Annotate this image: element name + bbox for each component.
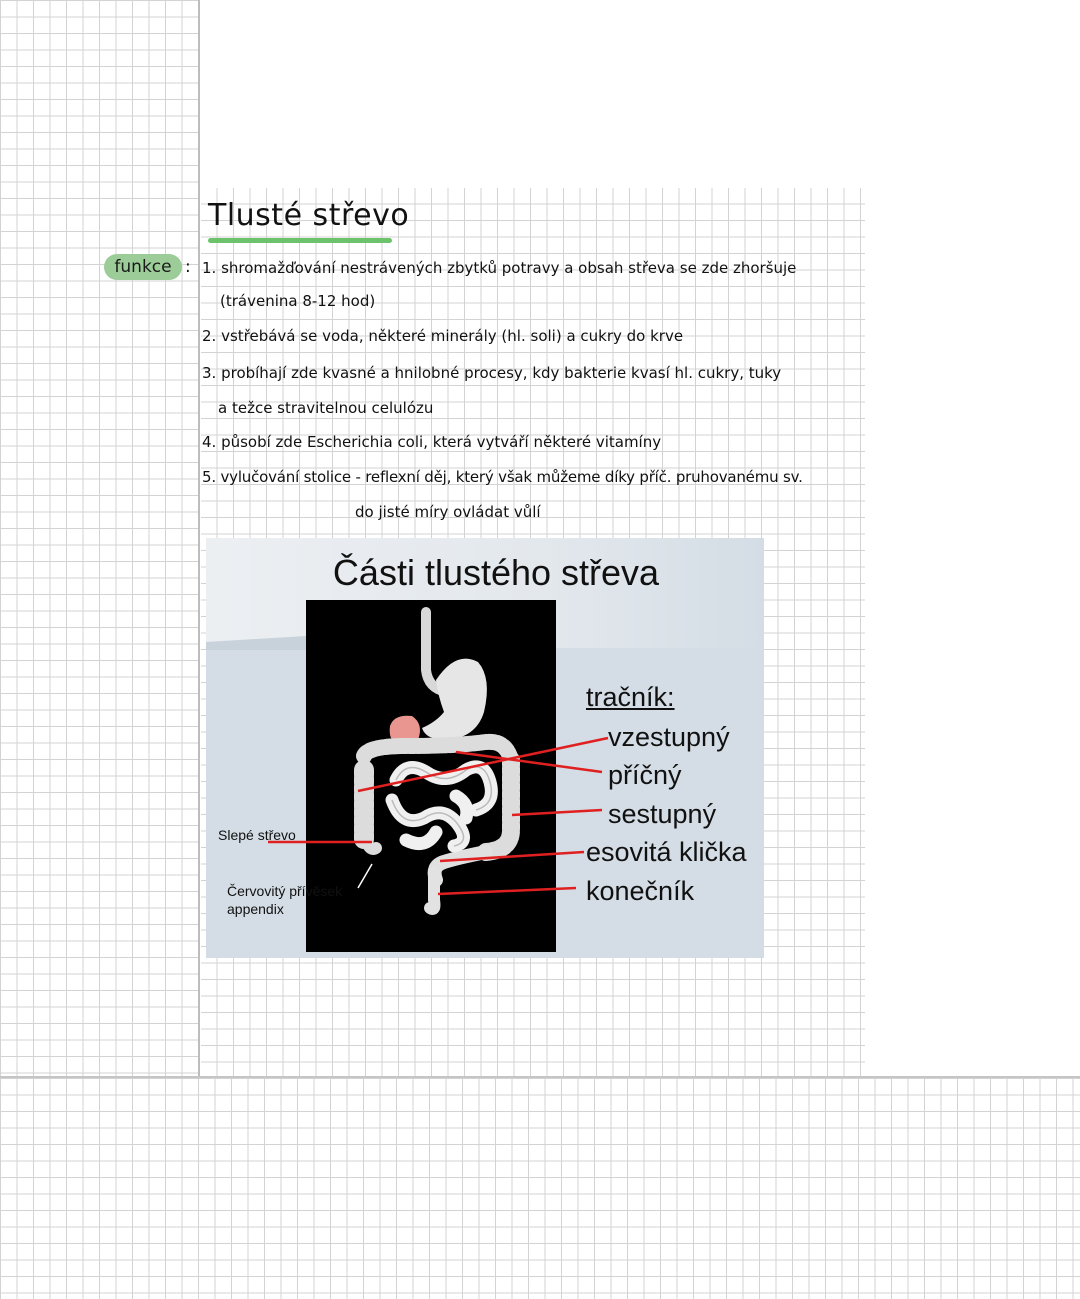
label-vzestupny: vzestupný bbox=[608, 722, 730, 752]
note-line-1: 1. shromažďování nestrávených zbytků potravy a obsah střeva se zde zhoršuje bbox=[202, 259, 797, 277]
pointer-esovita bbox=[440, 852, 584, 861]
note-line-4: 4. působí zde Escherichia coli, která vytváří některé vitamíny bbox=[202, 433, 662, 451]
pointer-konecnik bbox=[438, 888, 576, 894]
label-konecnik: konečník bbox=[586, 876, 695, 906]
pointer-vzestupny bbox=[358, 738, 608, 791]
slide-image bbox=[206, 538, 764, 958]
page-edge bbox=[198, 0, 200, 1078]
note-line-1-cont: (trávenina 8-12 hod) bbox=[220, 292, 376, 310]
slide-title: Části tlustého střeva bbox=[332, 552, 660, 593]
note-line-2: 2. vstřebává se voda, některé minerály (hl. soli) a cukry do krve bbox=[202, 327, 684, 345]
pointer-sestupny bbox=[512, 810, 602, 815]
label-cervovity-line-1: Červovitý přívěsek bbox=[227, 883, 343, 899]
label-tracnik: tračník: bbox=[586, 682, 675, 712]
funkce-highlight: funkce bbox=[104, 254, 182, 280]
label-sestupny: sestupný bbox=[608, 799, 717, 829]
pointer-appendix bbox=[358, 864, 372, 888]
note-line-3: 3. probíhají zde kvasné a hnilobné procesy, kdy bakterie kvasí hl. cukry, tuky bbox=[202, 364, 782, 382]
note-line-5: 5. vylučování stolice - reflexní děj, který však můžeme díky příč. pruhovanému sv. bbox=[202, 468, 803, 486]
grid-margin bbox=[0, 0, 199, 1078]
label-cervovity-privesek bbox=[227, 882, 342, 918]
page-bottom-edge bbox=[0, 1076, 1080, 1078]
grid-bottom-area bbox=[0, 1078, 1080, 1299]
note-line-3-cont: a težce stravitelnou celulózu bbox=[218, 399, 434, 417]
label-esovita-klicka: esovitá klička bbox=[586, 837, 747, 867]
label-slepe-strevo: Slepé střevo bbox=[218, 827, 296, 843]
notes-title: Tlusté střevo bbox=[208, 198, 410, 233]
note-line-5-cont: do jisté míry ovládat vůlí bbox=[355, 503, 541, 521]
label-pricny: příčný bbox=[608, 760, 682, 790]
funkce-colon: : bbox=[185, 257, 191, 277]
label-cervovity-line-2: appendix bbox=[227, 901, 284, 917]
title-underline bbox=[208, 238, 392, 243]
